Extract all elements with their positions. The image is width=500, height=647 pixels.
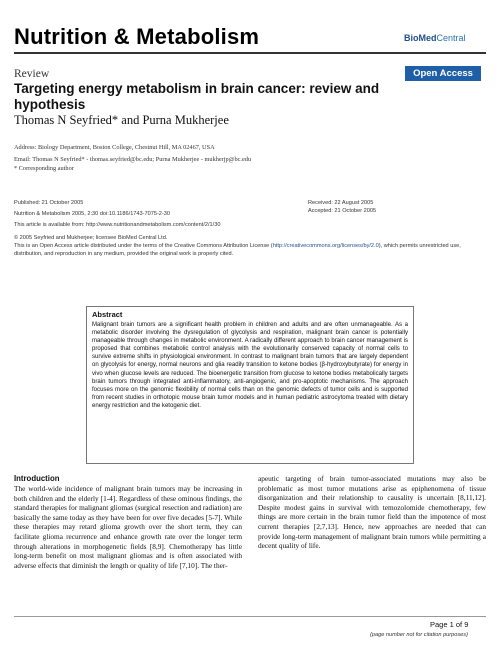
page-note: (page number not for citation purposes) (370, 632, 468, 638)
abstract-box (86, 306, 414, 464)
copyright: © 2005 Seyfried and Mukherjee; licensee BioMed Central Ltd. (14, 235, 168, 241)
corresponding-note: * Corresponding author (14, 165, 74, 172)
article-authors: Thomas N Seyfried* and Purna Mukherjee (14, 113, 229, 127)
open-access-badge: Open Access (405, 66, 481, 81)
header-rule (14, 52, 486, 54)
publisher-bold: BioMed (404, 33, 437, 43)
abstract-body: Malignant brain tumors are a significant health problem in children and adults and are often unmanageable. As a metabolic disorder involving the dysregulation of glycolysis and respiration, malignant brain cancer is potentially manageable through changes in metabolic environment. A radically different approach to brain cancer management is proposed that combines metabolic control analysis with the evolutionarily conserved capacity of normal cells to survive extreme shifts in physiological environment. In contrast to malignant brain tumors that are largely dependent on glycolysis for energy, normal neurons and glia readily transition to ketone bodies (β-hydroxybutyrate) for energy in vivo when glucose levels are reduced. The bioenergetic transition from glucose to ketone bodies metabolically targets brain tumors through integrated anti-inflammatory, anti-angiogenic, and pro-apoptotic mechanisms. The approach focuses more on the genomic flexibility of normal cells than on the genomic defects of tumor cells and is supported from recent studies in orthotopic mouse brain tumor models and in human pediatric astrocytoma treated with dietary energy restriction and the ketogenic diet. (92, 322, 408, 409)
article-title: Targeting energy metabolism in brain cancer: review and hypothesis (14, 81, 380, 112)
abstract-heading: Abstract (92, 310, 123, 319)
introduction-column-1: The world-wide incidence of malignant brain tumors may be increasing in both children and the elderly [1-4]. Regardless of these ominous findings, the standard therapies for malignant gliomas (surgical resection and radiation) are basically the same today as they have been for over five decades [5-7]. While these therapies may retard glioma growth over the short term, they can facilitate glioma recurrence and enhance growth rate over the longer term through alterations in morphogenetic fields [8,9]. Chemotherapy has little long-term benefit on most malignant gliomas and is often associated with adverse effects that diminish the length or quality of life [7,10]. The ther- (14, 484, 242, 570)
accepted-date: Accepted: 21 October 2005 (308, 208, 377, 214)
license-link[interactable]: http://creativecommons.org/licenses/by/2.0 (272, 243, 379, 249)
introduction-column-2: apeutic targeting of brain tumor-associated mutations may also be problematic as most tumor mutations arise as epiphenomena of tissue disorganization and their relationship to causality is uncertain [8,11,12]. Despite modest gains in survival with temozolomide chemotherapy, few things are more certain in the brain tumor field than the impotence of most current therapies [2,7,13]. Hence, new approaches are needed that can provide long-term management of malignant brain tumors while permitting a decent quality of life. (258, 474, 486, 551)
published-date: Published: 21 October 2005 (14, 200, 84, 206)
page-number: Page 1 of 9 (430, 620, 469, 629)
received-date: Received: 22 August 2005 (308, 200, 374, 206)
publisher-logo (404, 33, 466, 43)
author-address: Address: Biology Department, Boston College, Chestnut Hill, MA 02467, USA (14, 144, 215, 151)
citation: Nutrition & Metabolism 2005, 2:30 doi:10.1186/1743-7075-2-30 (14, 211, 171, 217)
footer-rule (14, 616, 486, 617)
publisher-rest: Central (436, 33, 466, 43)
author-email: Email: Thomas N Seyfried* - thomas.seyfried@bc.edu; Purna Mukherjee - mukherjp@bc.edu (14, 156, 252, 163)
introduction-heading: Introduction (14, 474, 60, 483)
article-url[interactable]: This article is available from: http://www.nutritionandmetabolism.com/content/2/1/30 (14, 222, 221, 228)
license-text (14, 243, 486, 258)
article-type: Review (14, 68, 50, 80)
journal-title: Nutrition & Metabolism (14, 24, 260, 49)
license-text-before: This is an Open Access article distributed under the terms of the Creative Commons Attribution License ( (14, 243, 273, 249)
license-text-after: ), which permits unrestricted use, distribution, and reproduction in any medium, provided the original work is properly cited. (14, 243, 461, 257)
